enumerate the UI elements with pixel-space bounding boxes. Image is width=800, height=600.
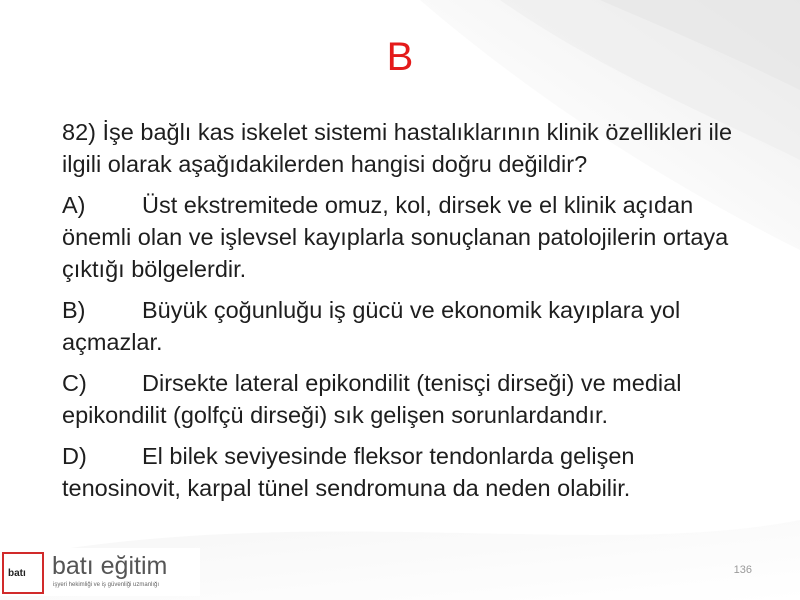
logo-name: batı eğitim [52,552,168,580]
answer-letter-title: B [386,35,414,79]
option-d-text: El bilek seviyesinde fleksor tendonlarda gelişen tenosinovit, karpal tünel sendromuna da neden olabilir. [62,443,635,501]
option-c-text: Dirsekte lateral epikondilit (tenisçi dirseği) ve medial epikondilit (golfçü dirseği) sık gelişen sorunlardandır. [62,370,682,428]
slide-content [62,116,732,513]
option-c-letter: C) [62,370,87,396]
logo-box-text: batı [8,568,26,579]
option-c [62,367,732,431]
option-b-letter: B) [62,297,86,323]
company-logo [0,548,200,596]
option-d-letter: D) [62,443,87,469]
logo-box-icon [2,552,44,594]
option-b-text: Büyük çoğunluğu iş gücü ve ekonomik kayıplara yol açmazlar. [62,297,681,355]
option-a [62,189,732,285]
question-text: 82) İşe bağlı kas iskelet sistemi hastalıklarının klinik özellikleri ile ilgili olarak aşağıdakilerden hangisi doğru değildir? [62,119,733,177]
logo-tagline: işyeri hekimliği ve iş güvenliği uzmanlığı [53,582,160,588]
page-number: 136 [733,564,752,576]
option-a-letter: A) [62,192,86,218]
option-d [62,440,732,504]
option-b [62,294,732,358]
option-a-text: Üst ekstremitede omuz, kol, dirsek ve el klinik açıdan önemli olan ve işlevsel kayıplarla sonuçlanan patolojilerin ortaya çıktığı bölgelerdir. [62,192,729,282]
